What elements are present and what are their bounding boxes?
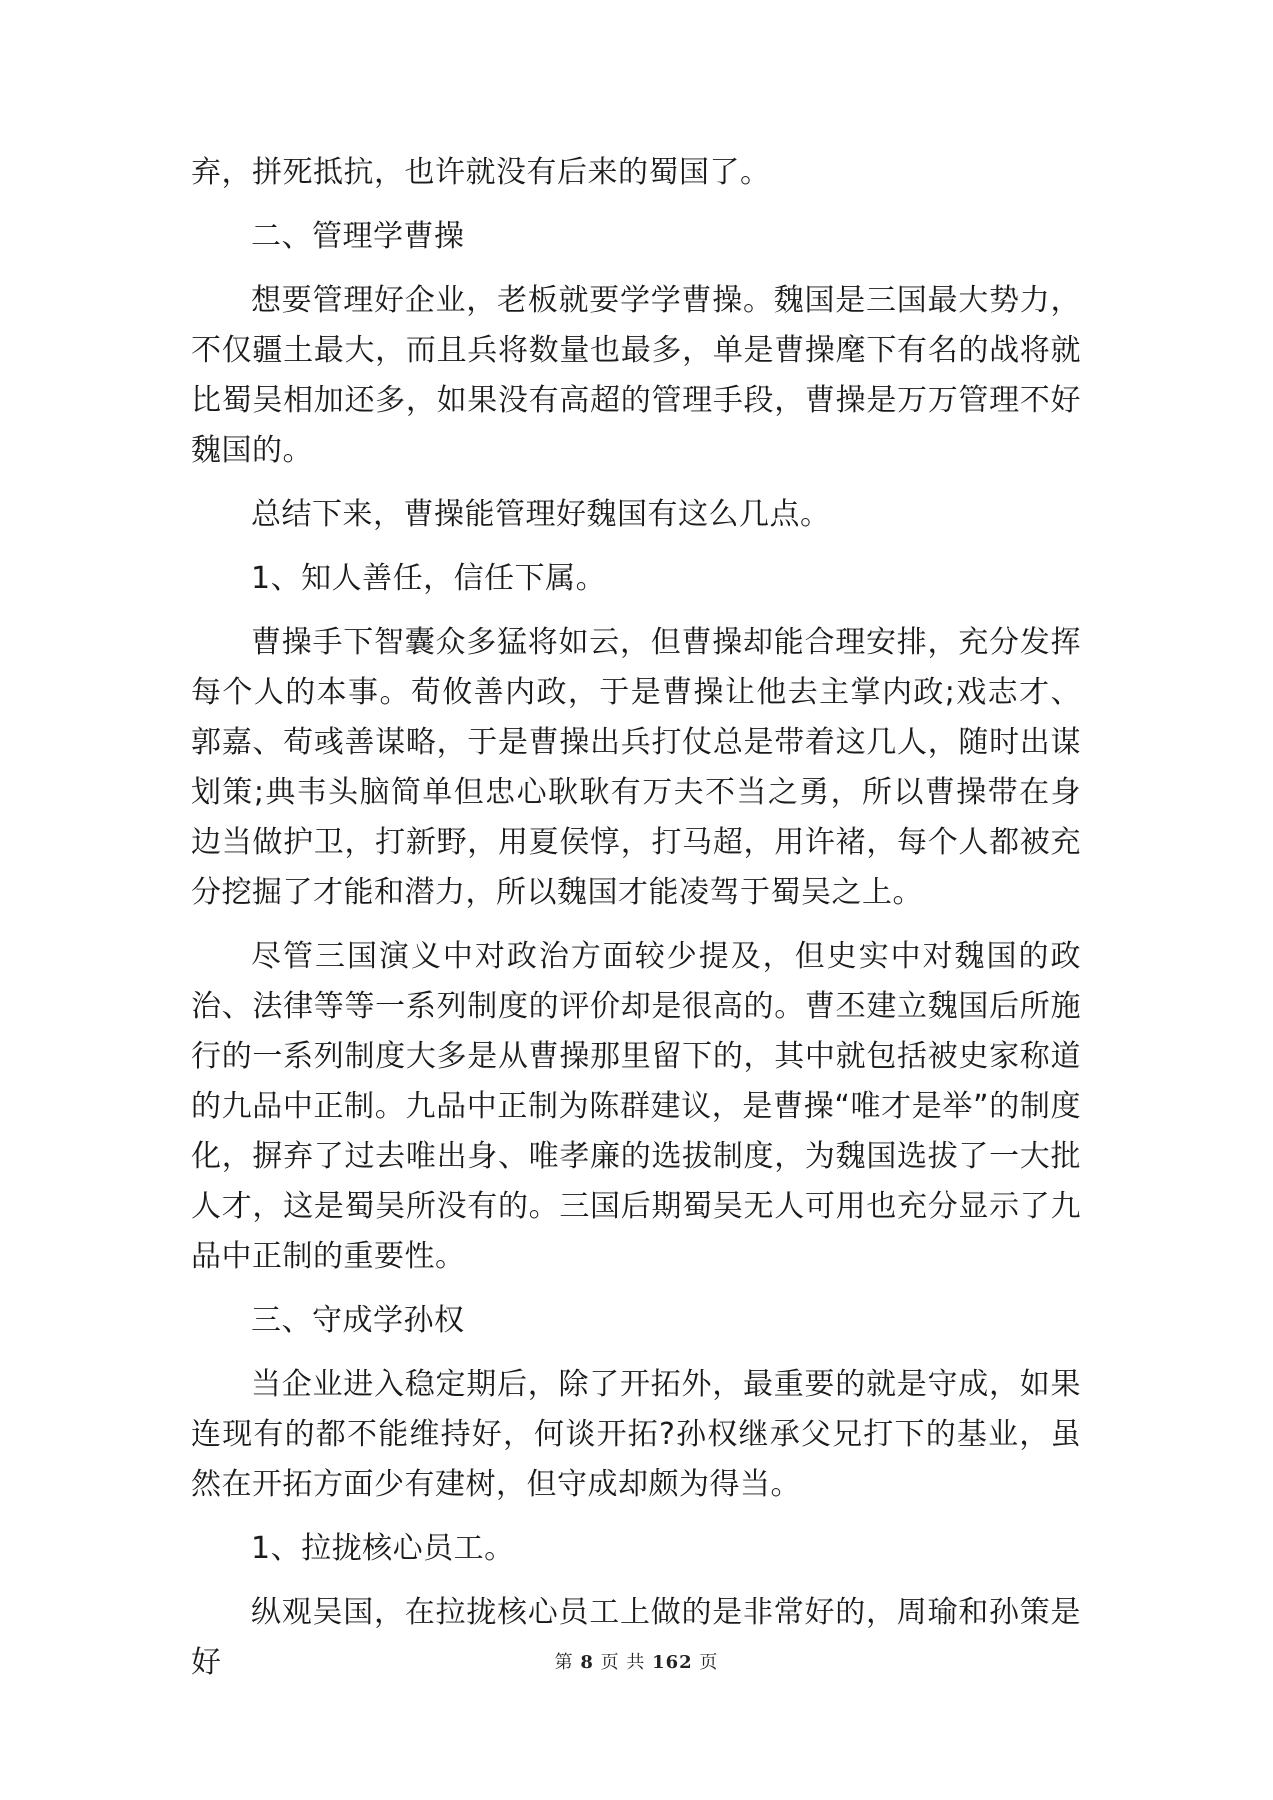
footer-prefix: 第: [554, 1652, 574, 1673]
page-total: 162: [652, 1652, 693, 1673]
footer-middle: 页 共: [600, 1652, 646, 1673]
subsection-heading: 1、拉拢核心员工。: [251, 1531, 515, 1566]
paragraph: 尽管三国演义中对政治方面较少提及，但史实中对魏国的政治、法律等等一系列制度的评价却是很高的。曹丕建立魏国后所施行的一系列制度大多是从曹操那里留下的，其中就包括被史家称道的九品中正制。九品中正制为陈群建议，是曹操“唯才是举”的制度化，摒弃了过去唯出身、唯孝廉的选拔制度，为魏国选拔了一大批人才，这是蜀吴所没有的。三国后期蜀吴无人可用也充分显示了九品中正制的重要性。: [191, 939, 1081, 1274]
paragraph: 总结下来，曹操能管理好魏国有这么几点。: [251, 497, 831, 532]
section-heading-caocao: 二、管理学曹操: [251, 219, 465, 254]
paragraph: 当企业进入稳定期后，除了开拓外，最重要的就是守成，如果连现有的都不能维持好，何谈开拓?孙权继承父兄打下的基业，虽然在开拓方面少有建树，但守成却颇为得当。: [191, 1367, 1081, 1502]
document-body: [191, 148, 1081, 1688]
subsection-heading: 1、知人善任，信任下属。: [251, 561, 607, 596]
paragraph: 想要管理好企业，老板就要学学曹操。魏国是三国最大势力，不仅疆土最大，而且兵将数量也最多，单是曹操麾下有名的战将就比蜀吴相加还多，如果没有高超的管理手段，曹操是万万管理不好魏国的。: [191, 283, 1081, 468]
section-heading-sunquan: 三、守成学孙权: [251, 1303, 465, 1338]
paragraph: 曹操手下智囊众多猛将如云，但曹操却能合理安排，充分发挥每个人的本事。荀攸善内政，于是曹操让他去主掌内政;戏志才、郭嘉、荀彧善谋略，于是曹操出兵打仗总是带着这几人，随时出谋划策;典韦头脑简单但忠心耿耿有万夫不当之勇，所以曹操带在身边当做护卫，打新野，用夏侯惇，打马超，用许褚，每个人都被充分挖掘了才能和潜力，所以魏国才能凌驾于蜀吴之上。: [191, 625, 1081, 910]
page-footer: [0, 1648, 1273, 1674]
paragraph-continuation: 弃，拼死抵抗，也许就没有后来的蜀国了。: [191, 155, 771, 190]
footer-suffix: 页: [699, 1652, 719, 1673]
page-number: 8: [580, 1652, 594, 1673]
paragraph: 纵观吴国，在拉拢核心员工上做的是非常好的，周瑜和孙策是好: [191, 1595, 1081, 1680]
